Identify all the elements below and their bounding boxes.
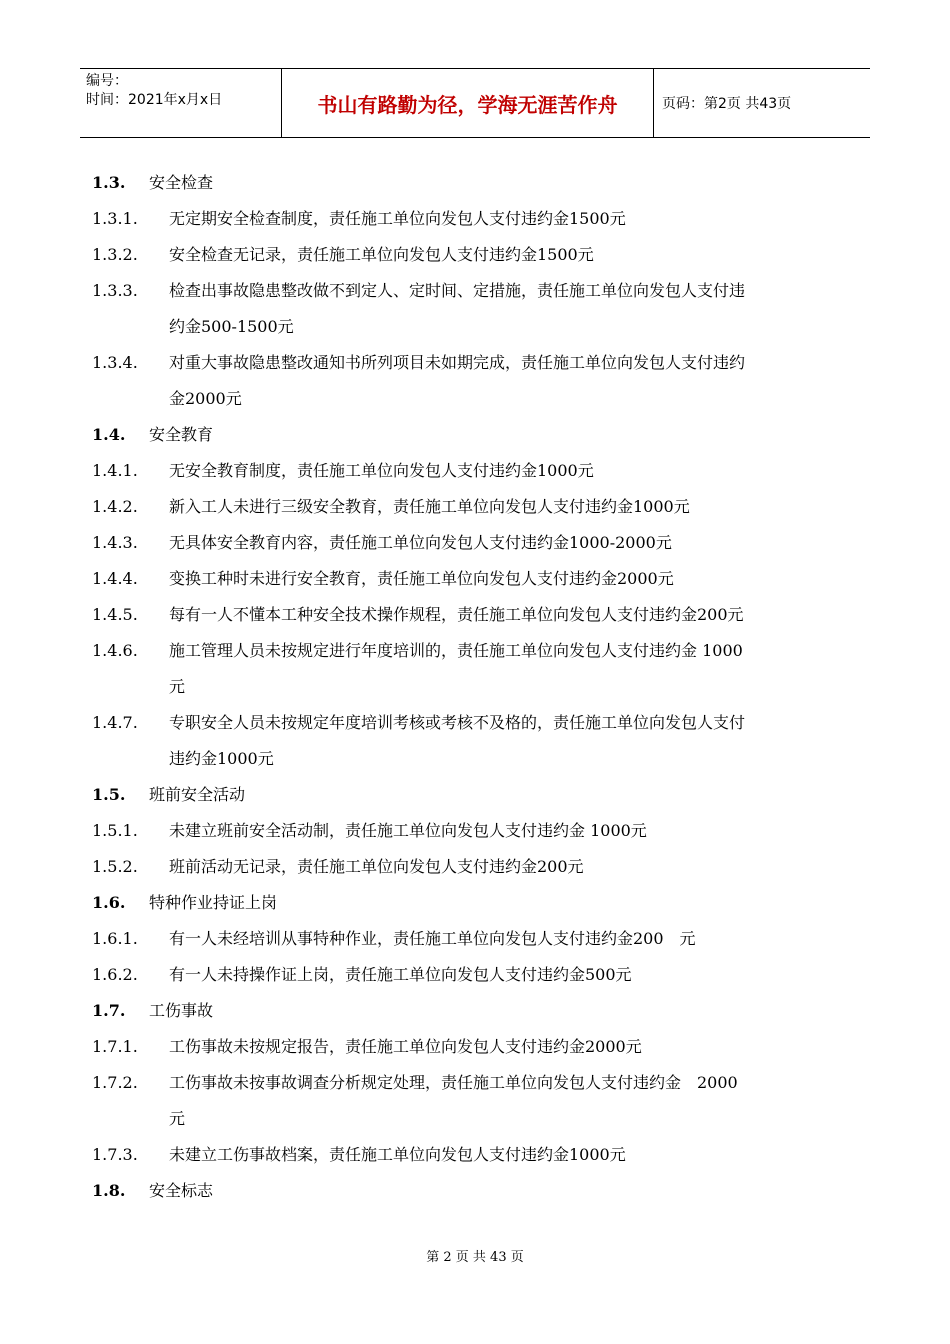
section-title: 安全标志: [149, 1181, 214, 1200]
clause-number: 1.4.1.: [92, 461, 138, 480]
clause-number: 1.3.3.: [92, 281, 138, 300]
clause-item: [92, 813, 872, 849]
clause-item: [92, 453, 872, 489]
header-number-label: 编号：: [86, 73, 128, 89]
clause-text: 每有一人不懂本工种安全技术操作规程，责任施工单位向发包人支付违约金200元: [169, 605, 744, 624]
clause-item: [92, 489, 872, 525]
clause-number: 1.3.4.: [92, 353, 138, 372]
clause-continuation: [92, 381, 872, 417]
clause-number: 1.4.3.: [92, 533, 138, 552]
clause-text: 有一人未经培训从事特种作业，责任施工单位向发包人支付违约金200 元: [169, 929, 696, 948]
clause-text: 违约金1000元: [169, 749, 274, 768]
clause-item: [92, 345, 872, 381]
clause-text: 新入工人未进行三级安全教育，责任施工单位向发包人支付违约金1000元: [169, 497, 690, 516]
clause-text: 无安全教育制度，责任施工单位向发包人支付违约金1000元: [169, 461, 594, 480]
clause-text: 约金500-1500元: [169, 317, 294, 336]
clause-item: [92, 633, 872, 669]
section-title: 安全检查: [149, 173, 214, 192]
section-heading: [92, 777, 872, 813]
section-title: 特种作业持证上岗: [149, 893, 278, 912]
clause-number: 1.3.2.: [92, 245, 138, 264]
clause-number: 1.7.3.: [92, 1145, 138, 1164]
section-number: 1.5.: [92, 785, 126, 804]
clause-item: [92, 201, 872, 237]
clause-text: 变换工种时未进行安全教育，责任施工单位向发包人支付违约金2000元: [169, 569, 674, 588]
clause-item: [92, 705, 872, 741]
clause-text: 专职安全人员未按规定年度培训考核或考核不及格的，责任施工单位向发包人支付: [169, 713, 746, 732]
clause-continuation: [92, 309, 872, 345]
clause-text: 元: [169, 677, 186, 696]
clause-text: 工伤事故未按规定报告，责任施工单位向发包人支付违约金2000元: [169, 1037, 642, 1056]
clause-text: 安全检查无记录，责任施工单位向发包人支付违约金1500元: [169, 245, 594, 264]
clause-text: 检查出事故隐患整改做不到定人、定时间、定措施，责任施工单位向发包人支付违: [169, 281, 746, 300]
section-heading: [92, 165, 872, 201]
section-title: 工伤事故: [149, 1001, 214, 1020]
page-footer: 第 2 页 共 43 页: [426, 1250, 524, 1265]
clause-text: 金2000元: [169, 389, 242, 408]
clause-text: 未建立工伤事故档案，责任施工单位向发包人支付违约金1000元: [169, 1145, 626, 1164]
clause-text: 元: [169, 1109, 186, 1128]
section-number: 1.7.: [92, 1001, 126, 1020]
clause-item: [92, 1137, 872, 1173]
clause-item: [92, 957, 872, 993]
clause-number: 1.6.1.: [92, 929, 138, 948]
clause-continuation: [92, 1101, 872, 1137]
document-body: [92, 165, 872, 1209]
clause-continuation: [92, 669, 872, 705]
clause-number: 1.4.6.: [92, 641, 138, 660]
section-title: 班前安全活动: [149, 785, 246, 804]
clause-text: 无定期安全检查制度，责任施工单位向发包人支付违约金1500元: [169, 209, 626, 228]
clause-number: 1.4.2.: [92, 497, 138, 516]
clause-text: 无具体安全教育内容，责任施工单位向发包人支付违约金1000-2000元: [169, 533, 672, 552]
clause-number: 1.5.1.: [92, 821, 138, 840]
clause-item: [92, 849, 872, 885]
section-number: 1.4.: [92, 425, 126, 444]
header-page-info: 页码：第2页 共43页: [662, 96, 792, 112]
clause-number: 1.4.7.: [92, 713, 138, 732]
clause-number: 1.4.4.: [92, 569, 138, 588]
section-title: 安全教育: [149, 425, 214, 444]
clause-number: 1.6.2.: [92, 965, 138, 984]
clause-item: [92, 525, 872, 561]
clause-item: [92, 273, 872, 309]
clause-text: 对重大事故隐患整改通知书所列项目未如期完成，责任施工单位向发包人支付违约: [169, 353, 746, 372]
section-heading: [92, 417, 872, 453]
section-number: 1.8.: [92, 1181, 126, 1200]
clause-number: 1.7.1.: [92, 1037, 138, 1056]
header-motto: 书山有路勤为径，学海无涯苦作舟: [282, 69, 654, 137]
header-meta: [80, 69, 282, 137]
clause-continuation: [92, 741, 872, 777]
clause-number: 1.5.2.: [92, 857, 138, 876]
clause-item: [92, 561, 872, 597]
clause-item: [92, 597, 872, 633]
clause-item: [92, 237, 872, 273]
clause-text: 未建立班前安全活动制，责任施工单位向发包人支付违约金 1000元: [169, 821, 647, 840]
clause-item: [92, 1029, 872, 1065]
clause-number: 1.7.2.: [92, 1073, 138, 1092]
clause-text: 工伤事故未按事故调查分析规定处理，责任施工单位向发包人支付违约金 2000: [169, 1073, 738, 1092]
section-number: 1.3.: [92, 173, 126, 192]
clause-number: 1.3.1.: [92, 209, 138, 228]
clause-number: 1.4.5.: [92, 605, 138, 624]
section-number: 1.6.: [92, 893, 126, 912]
section-heading: [92, 885, 872, 921]
section-heading: [92, 993, 872, 1029]
section-heading: [92, 1173, 872, 1209]
clause-text: 班前活动无记录，责任施工单位向发包人支付违约金200元: [169, 857, 584, 876]
clause-text: 施工管理人员未按规定进行年度培训的，责任施工单位向发包人支付违约金 1000: [169, 641, 743, 660]
header-time-label: 时间：2021年x月x日: [86, 92, 223, 108]
clause-text: 有一人未持操作证上岗，责任施工单位向发包人支付违约金500元: [169, 965, 632, 984]
clause-item: [92, 921, 872, 957]
clause-item: [92, 1065, 872, 1101]
page-header: [80, 68, 870, 138]
